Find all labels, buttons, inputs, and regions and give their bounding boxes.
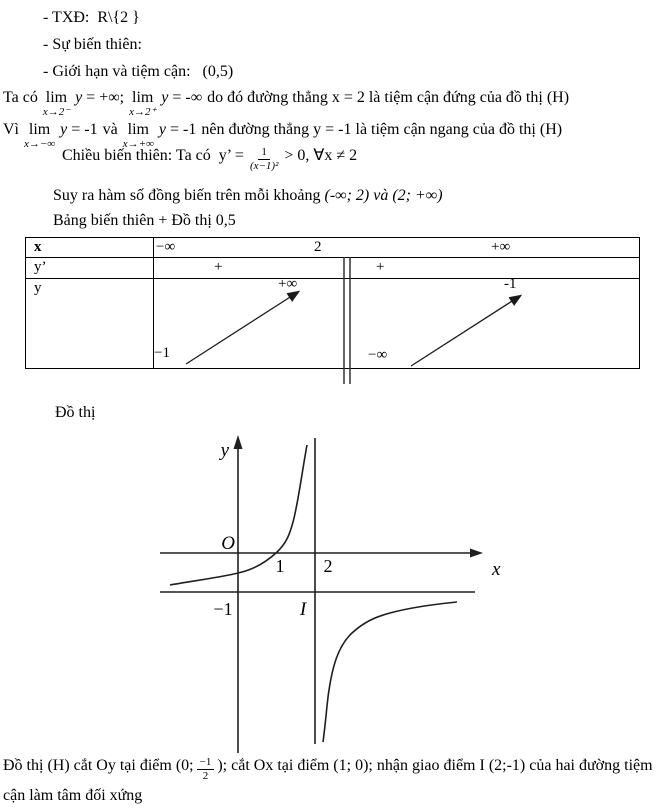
y-limit-neg-infinity: −∞	[368, 347, 388, 363]
gioi-han-tiem-can-line: - Giới hạn và tiệm cận: (0,5)	[43, 63, 234, 80]
limit2-result: = -∞	[172, 89, 203, 106]
table-row-divider	[26, 278, 639, 279]
bang-bien-thien-heading: Bảng biến thiên + Đồ thị 0,5	[53, 212, 236, 229]
lim-subscript: x→−∞	[24, 138, 56, 150]
limit-conjunction: và	[102, 121, 118, 138]
hyperbola-right-branch	[323, 602, 457, 742]
y-prime-sign-left: +	[214, 259, 223, 275]
fraction-denominator: (x−1)²	[249, 160, 279, 172]
x-value-2: 2	[314, 239, 322, 255]
limit4-value	[159, 120, 196, 140]
derivative-line	[62, 146, 357, 173]
var-y: y	[161, 89, 169, 106]
center-point-label: I	[299, 599, 307, 620]
limit1-suffix: do đó đường thẳng x = 2 là tiệm cận đứng của đồ thị (H)	[207, 89, 570, 106]
lim-block-x-to-neg-inf	[24, 121, 55, 150]
do-thi-heading: Đồ thị	[55, 404, 96, 421]
lim-subscript: x→2⁻	[42, 106, 71, 118]
variation-table	[25, 237, 640, 369]
derivative-label: Chiều biến thiên: Ta có y’ =	[62, 147, 244, 164]
monotonicity-intervals: (-∞; 2) và (2; +∞)	[324, 187, 443, 204]
x-axis-label: x	[492, 559, 501, 580]
increase-arrow-right	[411, 296, 520, 366]
increase-arrow-left	[186, 292, 298, 364]
y-axis-label: y	[220, 440, 229, 461]
table-row-label-y-prime: y’	[34, 259, 47, 275]
tick-label-2: 2	[323, 556, 333, 576]
fraction-numerator: −1	[197, 756, 215, 770]
x-value-pos-infinity: +∞	[491, 239, 511, 255]
footer-line-2: cận làm tâm đối xứng	[3, 787, 143, 804]
lim-operator: lim	[28, 121, 51, 138]
var-y: y	[75, 89, 83, 106]
var-y: y	[60, 121, 68, 138]
table-row-label-x: x	[34, 239, 42, 255]
hyperbola-graph	[132, 432, 572, 757]
x-axis-arrowhead-icon	[470, 549, 483, 558]
lim-block-x-to-2-plus	[129, 89, 156, 118]
limit1-value	[75, 88, 124, 108]
lim-operator: lim	[45, 89, 68, 106]
derivative-tail: > 0, ∀x ≠ 2	[284, 147, 358, 164]
footer-pre: Đồ thị (H) cắt Oy tại điểm (0;	[3, 757, 194, 774]
table-row-divider	[26, 257, 639, 258]
fraction-numerator: 1	[258, 146, 270, 160]
limit3-suffix: nên đường thẳng y = -1 là tiệm cận ngang của đồ thị (H)	[201, 121, 563, 138]
tick-label-neg1: −1	[213, 599, 233, 619]
footer-post: ); cắt Ox tại điểm (1; 0); nhận giao điểm I (2;-1) của hai đường tiệm	[217, 757, 653, 774]
lim-operator: lim	[132, 89, 154, 106]
lim-subscript: x→+∞	[122, 138, 154, 150]
lim-operator: lim	[127, 121, 149, 138]
origin-label: O	[221, 533, 235, 554]
limit4-result: = -1	[170, 121, 197, 138]
monotonicity-line	[53, 186, 443, 206]
limit3-value	[60, 120, 97, 140]
lim-subscript: x→2⁺	[129, 106, 157, 118]
lim-block-x-to-2-minus	[43, 89, 70, 118]
y-limit-neg-one-right: -1	[504, 276, 517, 292]
limit2-value	[161, 88, 202, 108]
limit3-result: = -1	[71, 121, 98, 138]
limit-line-vertical-asymptote	[3, 88, 569, 118]
footer-line-1	[3, 756, 653, 783]
table-row-label-y: y	[34, 280, 42, 296]
y-limit-neg-one-left: −1	[154, 345, 170, 361]
footer-fraction	[197, 756, 215, 783]
derivative-fraction	[250, 146, 278, 173]
limit1-result: = +∞;	[86, 89, 125, 106]
y-limit-pos-infinity: +∞	[278, 276, 298, 292]
limit3-prefix: Vì	[3, 121, 19, 138]
y-axis-arrowhead-icon	[234, 435, 243, 449]
var-y: y	[158, 121, 166, 138]
tick-label-1: 1	[275, 556, 285, 576]
fraction-denominator: 2	[202, 770, 209, 782]
su-bien-thien-line: - Sự biến thiên:	[43, 36, 142, 53]
txd-line: - TXĐ: R\{2 }	[43, 9, 140, 26]
table-arrows-overlay	[26, 238, 639, 388]
monotonicity-text: Suy ra hàm số đồng biến trên mỗi khoảng	[53, 187, 325, 204]
y-prime-sign-right: +	[376, 259, 385, 275]
x-value-neg-infinity: −∞	[156, 239, 176, 255]
limit1-prefix: Ta có	[3, 89, 38, 106]
